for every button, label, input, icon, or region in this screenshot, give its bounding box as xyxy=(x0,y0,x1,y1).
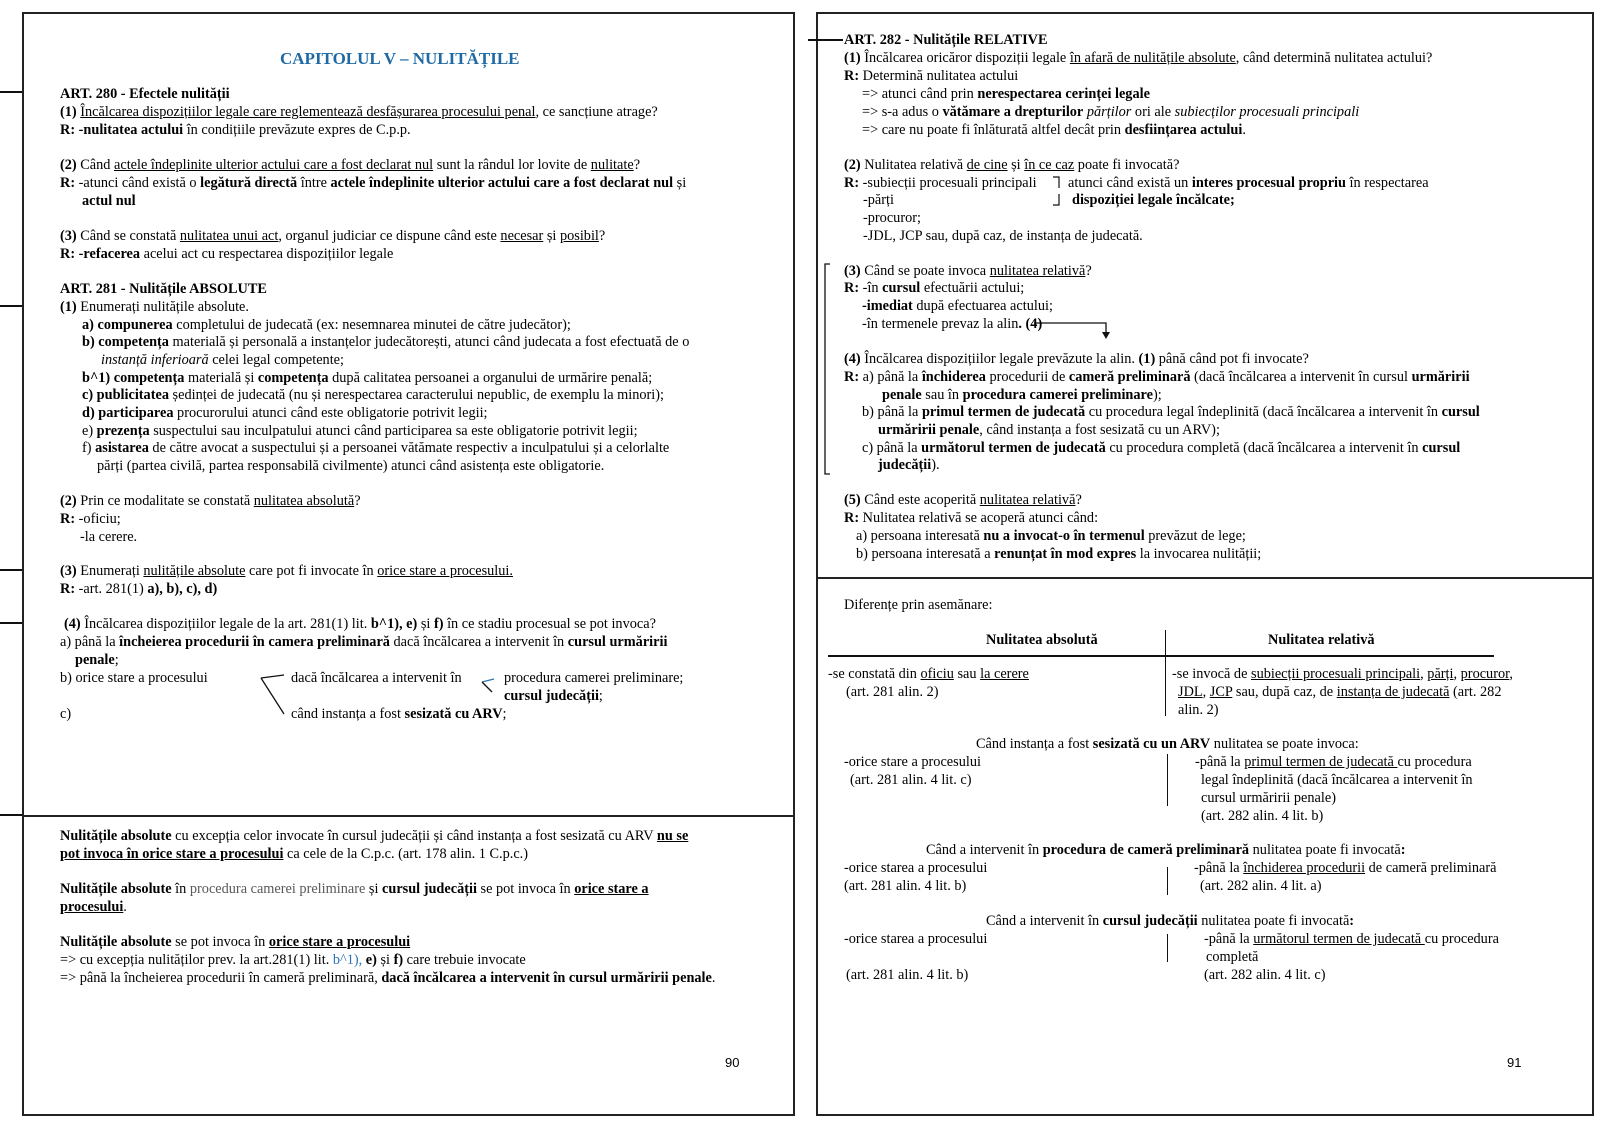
note-3-l3: => până la încheierea procedurii în cameră preliminară, dacă încălcarea a intervenit în cursul urmăririi penale. xyxy=(60,970,716,986)
section2-title: Când instanța a fost sesizată cu un ARV nulitatea se poate invoca: xyxy=(976,736,1359,752)
art281-a4-branch2: când instanța a fost sesizată cu ARV; xyxy=(291,706,507,722)
section-divider xyxy=(24,815,793,817)
art281-a4-c: c) xyxy=(60,706,72,722)
art281-q1: (1) Enumerați nulitățile absolute. xyxy=(60,299,249,315)
section-divider-right xyxy=(818,577,1592,579)
row1-relative-l3: alin. 2) xyxy=(1178,702,1219,718)
art282-q1: (1) Încălcarea oricăror dispoziții legale în afară de nulitățile absolute, când determină nulitatea actului? xyxy=(844,50,1433,66)
note-1-cont: pot invoca în orice stare a procesului ca cele de la C.p.c. (art. 178 alin. 1 C.p.c.) xyxy=(60,846,528,862)
section4-relative-l2: completă xyxy=(1206,949,1259,965)
art282-a1-l4: => care nu poate fi înlăturată altfel decât prin desființarea actului. xyxy=(862,122,1246,138)
art281-item-e: e) prezența suspectului sau inculpatului atunci când participarea sa este obligatorie potrivit legii; xyxy=(82,423,638,439)
art282-heading: ART. 282 - Nulitățile RELATIVE xyxy=(844,32,1048,48)
margin-tick-notes xyxy=(0,814,22,816)
art280-q3: (3) Când se constată nulitatea unui act, organul judiciar ce dispune când este necesar și posibil? xyxy=(60,228,606,244)
section2-divider xyxy=(1167,754,1168,806)
col-header-absolute: Nulitatea absolută xyxy=(986,632,1098,648)
section3-absolute-ref: (art. 281 alin. 4 lit. b) xyxy=(844,878,967,894)
art282-a1-l2: => atunci când prin nerespectarea cerinței legale xyxy=(862,86,1150,102)
art282-a2-l4: -JDL, JCP sau, după caz, de instanța de judecată. xyxy=(863,228,1143,244)
art282-a4-c: c) până la următorul termen de judecată cu procedura completă (dacă încălcarea a intervenit în cursul xyxy=(862,440,1461,456)
section3-divider xyxy=(1167,867,1168,895)
art282-a5: R: Nulitatea relativă se acoperă atunci când: xyxy=(844,510,1099,526)
note-3-l2: => cu excepția nulităților prev. la art.281(1) lit. b^1), e) și f) care trebuie invocate xyxy=(60,952,526,968)
art281-item-b1: b^1) competența materială și competența după calitatea persoanei a organului de urmărire penală; xyxy=(82,370,653,386)
section3-title: Când a intervenit în procedura de cameră preliminară nulitatea poate fi invocată: xyxy=(926,842,1406,858)
row1-relative: -se invocă de subiecții procesuali principali, părți, procuror, xyxy=(1172,666,1513,682)
art282-a2-l1: R: -subiecții procesuali principali xyxy=(844,175,1037,191)
section2-absolute: -orice stare a procesului xyxy=(844,754,981,770)
art281-a4-branch1a: procedura camerei preliminare; xyxy=(504,670,684,686)
note-2: Nulitățile absolute în procedura camerei preliminare și cursul judecății se pot invoca în orice stare a xyxy=(60,881,649,897)
table-header-rule xyxy=(828,655,1494,657)
art282-a1-l3: => s-a adus o vătămare a drepturilor părților ori ale subiecților procesuali principali xyxy=(862,104,1360,120)
art282-q3: (3) Când se poate invoca nulitatea relativă? xyxy=(844,263,1092,279)
art282-q4: (4) Încălcarea dispozițiilor legale prevăzute la alin. (1) până când pot fi invocate? xyxy=(844,351,1309,367)
art280-heading: ART. 280 - Efectele nulității xyxy=(60,86,230,102)
section4-divider xyxy=(1167,934,1168,962)
art280-a1: R: -nulitatea actului în condițiile prevăzute expres de C.p.p. xyxy=(60,122,411,138)
art281-item-f-cont: părți (partea civilă, partea responsabilă civilmente) atunci când asistența este obligatorie. xyxy=(97,458,605,474)
art281-a4-b: b) orice stare a procesului xyxy=(60,670,208,686)
section3-absolute: -orice starea a procesului xyxy=(844,860,988,876)
section4-relative-ref: (art. 282 alin. 4 lit. c) xyxy=(1204,967,1326,983)
section2-relative-l2: legal îndeplinită (dacă încălcarea a intervenit în xyxy=(1201,772,1473,788)
art281-a2-l2: -la cerere. xyxy=(80,529,138,545)
note-1: Nulitățile absolute cu excepția celor invocate în cursul judecății și când instanța a fost sesizată cu ARV nu se xyxy=(60,828,689,844)
art282-a3-l2: -imediat după efectuarea actului; xyxy=(862,298,1053,314)
art282-a2-cond: atunci când există un interes procesual propriu în respectarea xyxy=(1068,175,1429,191)
section3-relative: -până la închiderea procedurii de cameră preliminară xyxy=(1194,860,1497,876)
art280-a2-cont: actul nul xyxy=(82,193,136,209)
art282-a4-b-cont: urmăririi penale, când instanța a fost sesizată cu un ARV); xyxy=(878,422,1220,438)
art281-q3: (3) Enumerați nulitățile absolute care pot fi invocate în orice stare a procesului. xyxy=(60,563,513,579)
section3-relative-ref: (art. 282 alin. 4 lit. a) xyxy=(1200,878,1322,894)
art281-item-c: c) publicitatea ședinței de judecată (nu și nerespectarea caracterului nepublic, de exemplu la minori); xyxy=(82,387,664,403)
note-2-cont: procesului. xyxy=(60,899,127,915)
section4-absolute: -orice starea a procesului xyxy=(844,931,988,947)
art282-a2-cond-cont: dispoziției legale încălcate; xyxy=(1072,192,1235,208)
col-header-relative: Nulitatea relativă xyxy=(1268,632,1375,648)
art281-item-f: f) asistarea de către avocat a suspectului și a persoanei vătămate respectiv a inculpatului și a celorlalte xyxy=(82,440,670,456)
section2-relative-l3: cursul urmăririi penale) xyxy=(1201,790,1336,806)
section2-relative-ref: (art. 282 alin. 4 lit. b) xyxy=(1201,808,1324,824)
art281-item-a: a) compunerea completului de judecată (ex: nesemnarea minutei de către judecător); xyxy=(82,317,571,333)
art281-item-b: b) competența materială și personală a instanțelor judecătorești, atunci când judecata a fost efectuată de o xyxy=(82,334,690,350)
page-right xyxy=(816,12,1594,1116)
art282-q5: (5) Când este acoperită nulitatea relativă? xyxy=(844,492,1082,508)
art281-heading: ART. 281 - Nulitățile ABSOLUTE xyxy=(60,281,267,297)
comparison-intro: Diferențe prin asemănare: xyxy=(844,597,993,613)
art282-a3-l1: R: -în cursul efectuării actului; xyxy=(844,280,1025,296)
art281-a4-a: a) până la încheierea procedurii în camera preliminară dacă încălcarea a intervenit în cursul urmăririi xyxy=(60,634,668,650)
row1-absolute: -se constată din oficiu sau la cerere xyxy=(828,666,1029,682)
art280-q2: (2) Când actele îndeplinite ulterior actului care a fost declarat nul sunt la rândul lor lovite de nulitate? xyxy=(60,157,641,173)
art282-a4-c-cont: judecății). xyxy=(878,457,940,473)
page-number-right: 91 xyxy=(1507,1055,1522,1070)
row1-relative-l2: JDL, JCP sau, după caz, de instanța de judecată (art. 282 xyxy=(1178,684,1502,700)
art282-a2-l3: -procuror; xyxy=(863,210,921,226)
note-3: Nulitățile absolute se pot invoca în orice stare a procesului xyxy=(60,934,411,950)
section4-title: Când a intervenit în cursul judecății nulitatea poate fi invocată: xyxy=(986,913,1355,929)
art282-a4-b: b) până la primul termen de judecată cu procedura legal îndeplinită (dacă încălcarea a intervenit în cursul xyxy=(862,404,1480,420)
art281-a3: R: -art. 281(1) a), b), c), d) xyxy=(60,581,218,597)
art282-a5-l2: a) persoana interesată nu a invocat-o în termenul prevăzut de lege; xyxy=(856,528,1246,544)
art281-item-d: d) participarea procurorului atunci când este obligatorie potrivit legii; xyxy=(82,405,488,421)
art282-a5-l3: b) persoana interesată a renunțat în mod expres la invocarea nulității; xyxy=(856,546,1262,562)
art282-a4-a: R: a) până la închiderea procedurii de cameră preliminară (dacă încălcarea a intervenit în cursul urmăririi xyxy=(844,369,1470,385)
chapter-title: CAPITOLUL V – NULITĂȚILE xyxy=(280,49,520,68)
section4-relative: -până la următorul termen de judecată cu procedura xyxy=(1204,931,1499,947)
art280-a2: R: -atunci când există o legătură directă între actele îndeplinite ulterior actului care a fost declarat nul și xyxy=(60,175,687,191)
section2-absolute-ref: (art. 281 alin. 4 lit. c) xyxy=(850,772,972,788)
art282-a4-a-cont: penale sau în procedura camerei preliminare); xyxy=(882,387,1162,403)
art280-q1: (1) Încălcarea dispozițiilor legale care reglementează desfășurarea procesului penal, ce sancțiune atrage? xyxy=(60,104,658,120)
art281-q4: (4) Încălcarea dispozițiilor legale de la art. 281(1) lit. b^1), e) și f) în ce stadiu procesual se pot invoca? xyxy=(64,616,656,632)
art281-q2: (2) Prin ce modalitate se constată nulitatea absolută? xyxy=(60,493,361,509)
art282-a1: R: Determină nulitatea actului xyxy=(844,68,1019,84)
page-left xyxy=(22,12,795,1116)
section4-absolute-ref: (art. 281 alin. 4 lit. b) xyxy=(846,967,969,983)
art280-a3: R: -refacerea acelui act cu respectarea dispozițiilor legale xyxy=(60,246,394,262)
art281-a2-l1: R: -oficiu; xyxy=(60,511,121,527)
row1-absolute-ref: (art. 281 alin. 2) xyxy=(846,684,939,700)
section2-relative: -până la primul termen de judecată cu procedura xyxy=(1195,754,1472,770)
art282-q2: (2) Nulitatea relativă de cine și în ce caz poate fi invocată? xyxy=(844,157,1180,173)
table-col-divider xyxy=(1165,630,1166,716)
art281-item-b-cont: instanță inferioară celei legal competente; xyxy=(101,352,344,368)
art282-a3-l3: -în termenele prevaz la alin. (4) xyxy=(862,316,1043,332)
page-number-left: 90 xyxy=(725,1055,740,1070)
art282-a2-l2: -părți xyxy=(863,192,894,208)
art281-a4-branch1: dacă încălcarea a intervenit în xyxy=(291,670,462,686)
art281-a4-a-cont: penale; xyxy=(75,652,119,668)
art281-a4-branch1b: cursul judecății; xyxy=(504,688,603,704)
